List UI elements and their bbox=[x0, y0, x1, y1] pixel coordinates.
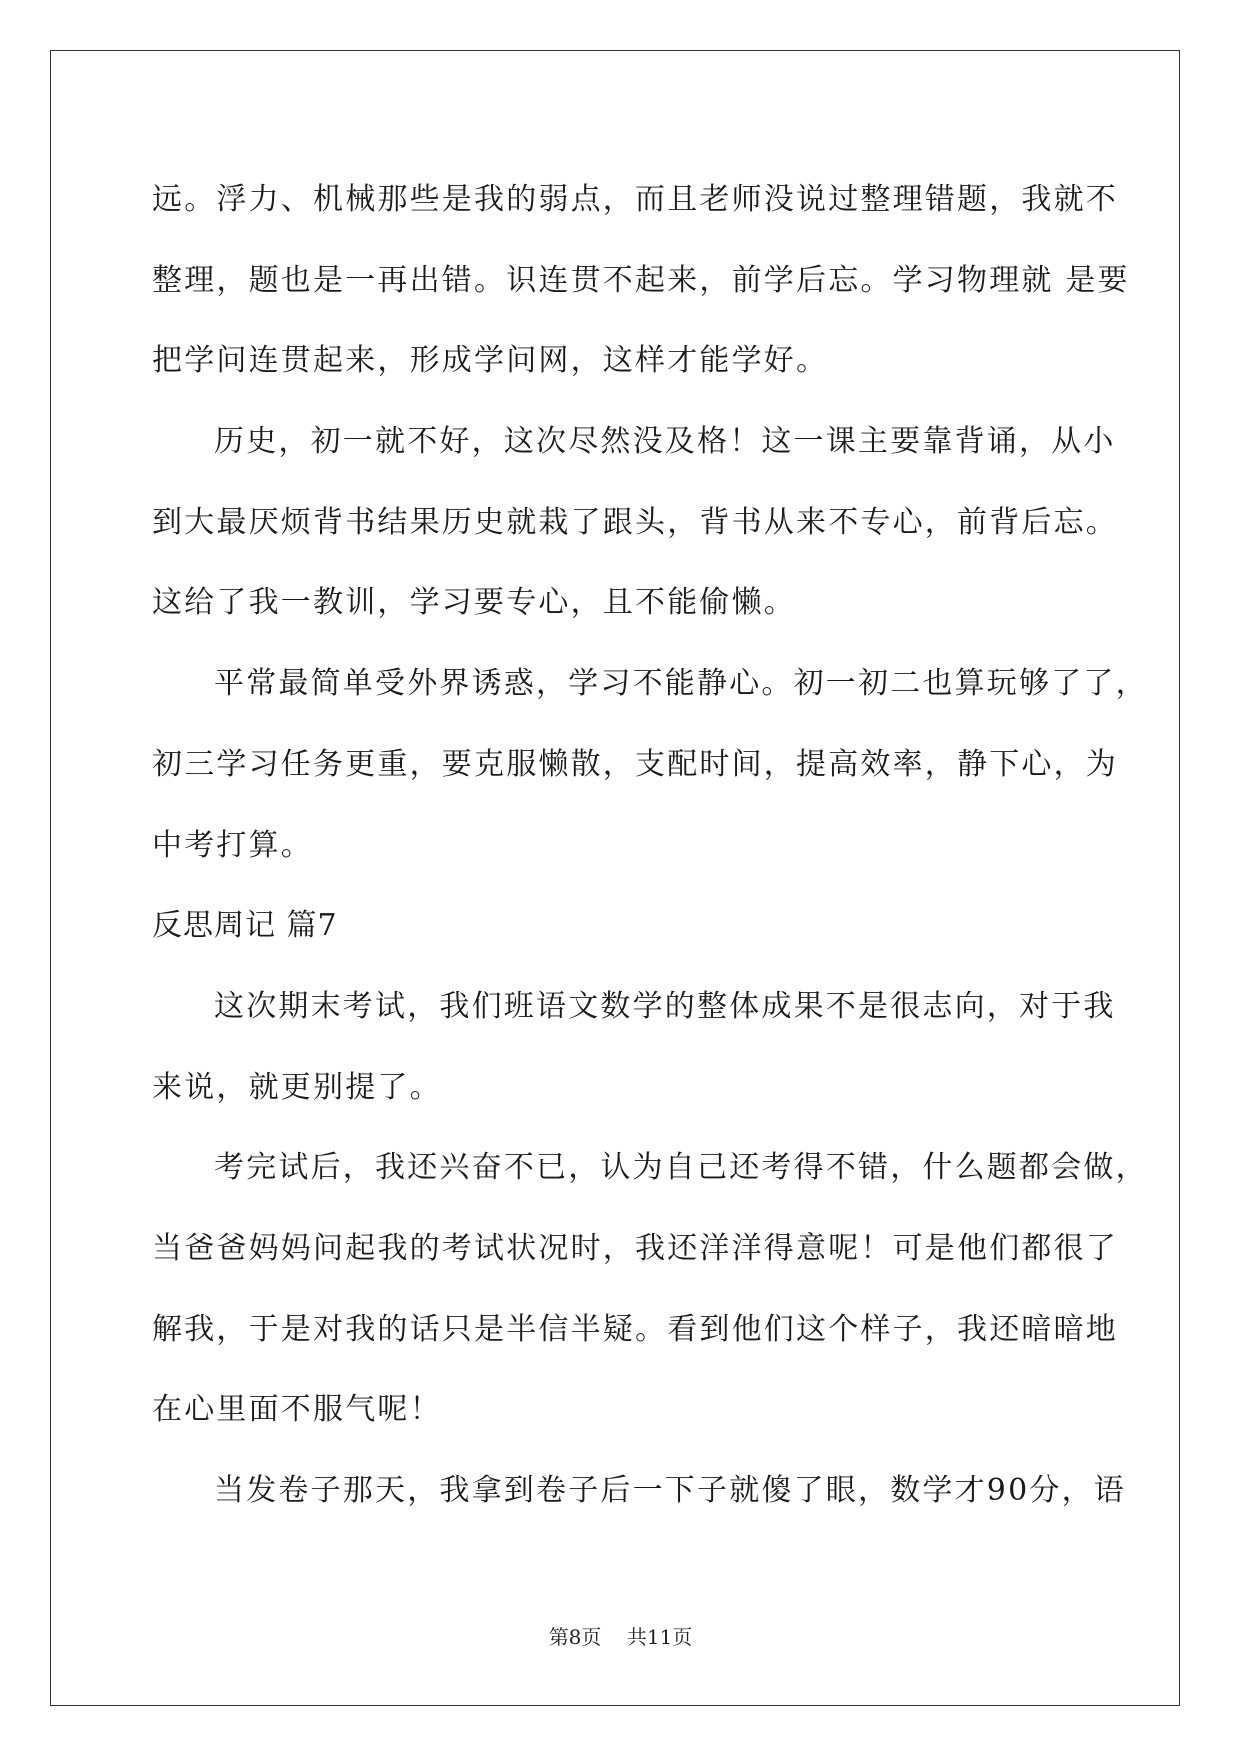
paragraph-line: 考完试后，我还兴奋不已，认为自己还考得不错，什么题都会做， bbox=[214, 1150, 1148, 1186]
paragraph-line: 远。浮力、机械那些是我的弱点，而且老师没说过整理错题，我就不 bbox=[152, 182, 1118, 217]
paragraph-line: 平常最简单受外界诱惑，学习不能静心。初一初二也算玩够了了， bbox=[214, 666, 1148, 702]
paragraph-line: 把学问连贯起来，形成学问网，这样才能学好。 bbox=[152, 343, 829, 379]
paragraph-line: 历史，初一就不好，这次尽然没及格！这一课主要靠背诵，从小 bbox=[214, 424, 1116, 460]
paragraph-line: 中考打算。 bbox=[152, 827, 313, 863]
paragraph-line: 整理，题也是一再出错。识连贯不起来，前学后忘。学习物理就 是要 bbox=[152, 262, 1130, 298]
page-number: 第8页 共11页 bbox=[548, 1625, 693, 1649]
paragraph-line: 解我，于是对我的话只是半信半疑。看到他们这个样子，我还暗暗地 bbox=[152, 1311, 1118, 1347]
paragraph-line: 到大最厌烦背书结果历史就栽了跟头，背书从来不专心，前背后忘。 bbox=[152, 504, 1118, 540]
paragraph-line: 在心里面不服气呢！ bbox=[152, 1392, 442, 1428]
section-heading: 反思周记 篇7 bbox=[152, 908, 338, 944]
document-body bbox=[152, 160, 1148, 1532]
paragraph-line: 这给了我一教训，学习要专心，且不能偷懒。 bbox=[152, 585, 796, 621]
paragraph-line: 当爸爸妈妈问起我的考试状况时，我还洋洋得意呢！可是他们都很了 bbox=[152, 1230, 1118, 1266]
paragraph-line: 当发卷子那天，我拿到卷子后一下子就傻了眼，数学才90分，语 bbox=[214, 1473, 1126, 1508]
paragraph-line: 这次期末考试，我们班语文数学的整体成果不是很志向，对于我 bbox=[214, 988, 1116, 1024]
paragraph-line: 来说，就更别提了。 bbox=[152, 1069, 442, 1105]
paragraph-line: 初三学习任务更重，要克服懒散，支配时间，提高效率，静下心，为 bbox=[152, 746, 1118, 782]
